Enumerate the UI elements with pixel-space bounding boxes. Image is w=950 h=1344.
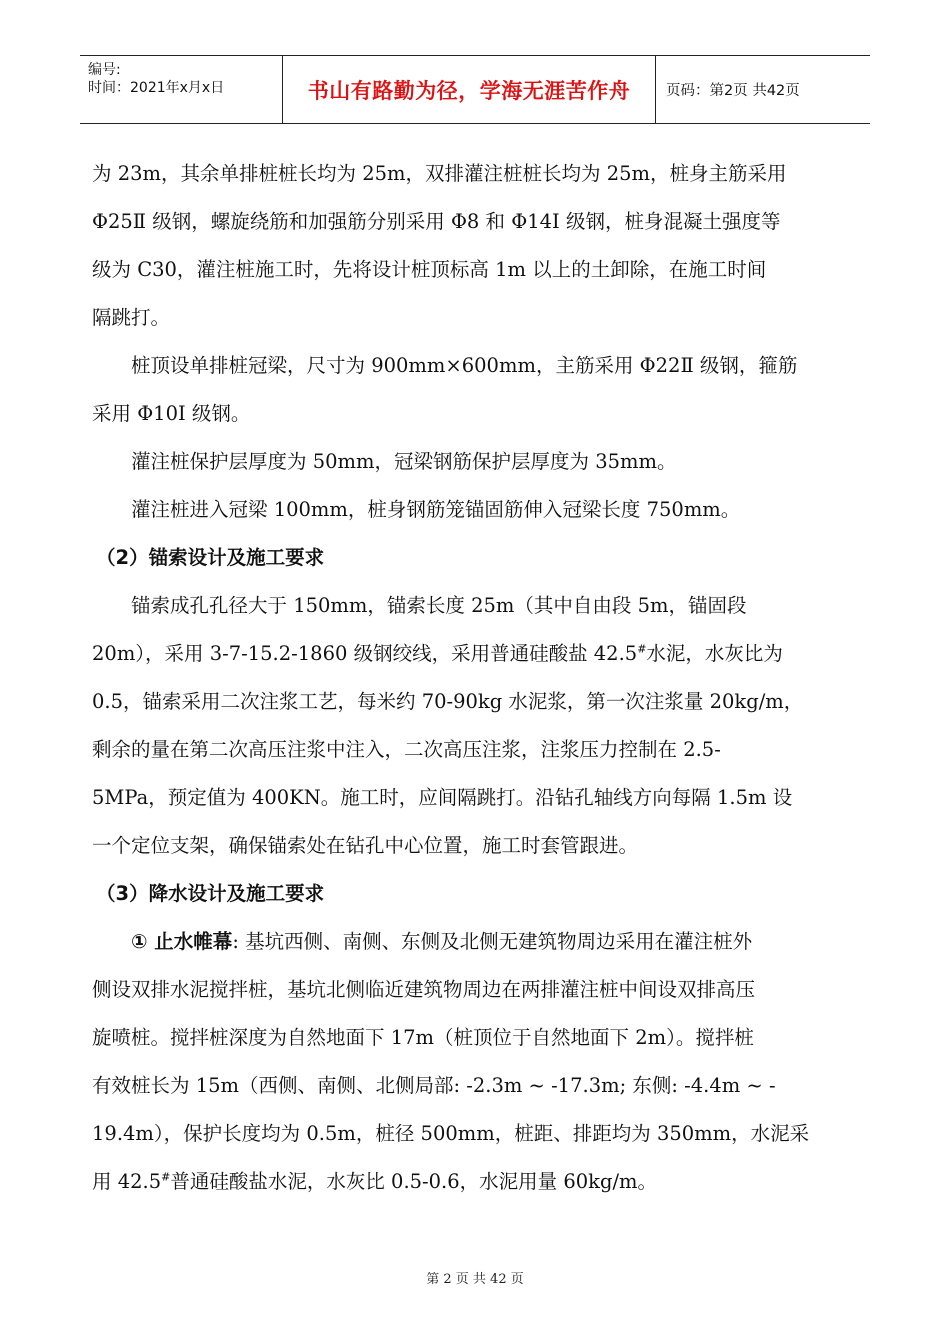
page-footer: 第 2 页 共 42 页	[426, 1272, 524, 1287]
text-segment: 水泥，水灰比为	[646, 642, 783, 665]
text-line: 剩余的量在第二次高压注浆中注入，二次高压注浆，注浆压力控制在 2.5-	[92, 738, 721, 761]
text-line: 级为 C30，灌注桩施工时，先将设计桩顶标高 1m 以上的土卸除，在施工时间	[92, 258, 767, 281]
text-line: 一个定位支架，确保锚索处在钻孔中心位置，施工时套管跟进。	[92, 834, 639, 857]
text-line: 隔跳打。	[92, 306, 171, 329]
text-segment: 用 42.5	[92, 1170, 162, 1193]
text-line: 19.4m），保护长度均为 0.5m，桩径 500mm，桩距、排距均为 350mm，水泥采	[92, 1122, 810, 1145]
header-meta	[80, 56, 283, 123]
paragraph-anchor-cable	[92, 582, 862, 870]
cutoff-curtain-label: ① 止水帷幕	[131, 930, 233, 953]
text-line: 0.5，锚索采用二次注浆工艺，每米约 70-90kg 水泥浆，第一次注浆量 20kg/m，	[92, 690, 804, 713]
text-line: 桩顶设单排桩冠梁，尺寸为 900mm×600mm，主筋采用 Φ22Ⅱ 级钢，箍筋	[131, 354, 798, 377]
header-page-info: 页码：第2页 共42页	[666, 83, 800, 99]
paragraph-crown-beam	[92, 342, 862, 438]
text-line: 采用 Φ10Ⅰ 级钢。	[92, 402, 251, 425]
section-heading-anchor: （2）锚索设计及施工要求	[96, 546, 325, 569]
paragraph-cover-thickness: 灌注桩保护层厚度为 50mm，冠梁钢筋保护层厚度为 35mm。	[131, 450, 677, 473]
text-line: 侧设双排水泥搅拌桩，基坑北侧临近建筑物周边在两排灌注桩中间设双排高压	[92, 978, 756, 1001]
paragraph-cutoff-curtain	[92, 918, 862, 1206]
header-motto: 书山有路勤为径，学海无涯苦作舟	[283, 56, 656, 123]
text-line: 锚索成孔孔径大于 150mm，锚索长度 25m（其中自由段 5m，锚固段	[131, 594, 747, 617]
document-body	[92, 150, 862, 1206]
text-line: 5MPa，预定值为 400KN。施工时，应间隔跳打。沿钻孔轴线方向每隔 1.5m 设	[92, 786, 793, 809]
grade-mark: #	[637, 642, 647, 656]
text-line	[92, 918, 862, 966]
text-segment: 20m），采用 3-7-15.2-1860 级钢绞线，采用普通硅酸盐 42.5	[92, 642, 638, 665]
grade-mark: #	[161, 1170, 171, 1184]
text-line	[92, 1158, 862, 1206]
text-segment: 普通硅酸盐水泥，水灰比 0.5-0.6，水泥用量 60kg/m。	[170, 1170, 658, 1193]
text-line: 旋喷桩。搅拌桩深度为自然地面下 17m（桩顶位于自然地面下 2m）。搅拌桩	[92, 1026, 754, 1049]
text-line: Φ25Ⅱ 级钢，螺旋绕筋和加强筋分别采用 Φ8 和 Φ14Ⅰ 级钢，桩身混凝土强度等	[92, 210, 781, 233]
page-header	[80, 55, 870, 124]
document-time: 时间：2021年x月x日	[88, 80, 225, 96]
text-line	[92, 630, 862, 678]
paragraph-anchorage: 灌注桩进入冠梁 100mm，桩身钢筋笼锚固筋伸入冠梁长度 750mm。	[131, 498, 741, 521]
text-segment: : 基坑西侧、南侧、东侧及北侧无建筑物周边采用在灌注桩外	[232, 930, 753, 953]
text-line: 有效桩长为 15m（西侧、南侧、北侧局部: -2.3m ~ -17.3m; 东侧: -4.4m ~ -	[92, 1074, 776, 1097]
text-line: 为 23m，其余单排桩桩长均为 25m，双排灌注桩桩长均为 25m，桩身主筋采用	[92, 162, 787, 185]
document-number-label: 编号:	[88, 62, 121, 78]
paragraph-pile-length	[92, 150, 862, 342]
section-heading-dewatering: （3）降水设计及施工要求	[96, 882, 325, 905]
